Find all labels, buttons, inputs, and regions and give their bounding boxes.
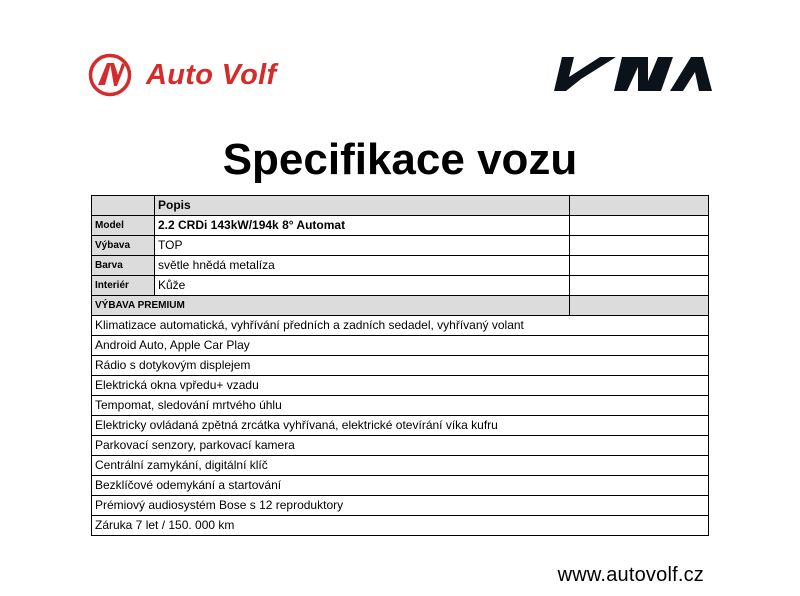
feature-row [92, 456, 709, 476]
row-extra [570, 256, 709, 276]
feature-row [92, 476, 709, 496]
feature-cell: Elektrická okna vpředu+ vzadu [92, 376, 709, 396]
feature-row [92, 436, 709, 456]
auto-volf-logo [88, 52, 276, 98]
row-label: Model [92, 216, 155, 236]
spec-row-model [92, 216, 709, 236]
auto-volf-logo-icon [88, 53, 132, 97]
feature-row [92, 396, 709, 416]
feature-cell: Android Auto, Apple Car Play [92, 336, 709, 356]
row-label: Interiér [92, 276, 155, 296]
header-extra-cell [570, 196, 709, 216]
row-value: Kůže [155, 276, 570, 296]
header-label-cell [92, 196, 155, 216]
kia-logo [552, 54, 714, 94]
feature-cell: Parkovací senzory, parkovací kamera [92, 436, 709, 456]
row-label: Výbava [92, 236, 155, 256]
feature-row [92, 316, 709, 336]
kia-logo-icon [552, 54, 714, 94]
spec-row-barva [92, 256, 709, 276]
row-value: TOP [155, 236, 570, 256]
feature-row [92, 496, 709, 516]
feature-cell: Tempomat, sledování mrtvého úhlu [92, 396, 709, 416]
row-extra [570, 216, 709, 236]
feature-cell: Prémiový audiosystém Bose s 12 reproduktory [92, 496, 709, 516]
feature-cell: Centrální zamykání, digitální klíč [92, 456, 709, 476]
page-title: Specifikace vozu [222, 135, 578, 184]
section-extra-cell [570, 296, 709, 316]
feature-row [92, 336, 709, 356]
row-value: 2.2 CRDi 143kW/194k 8° Automat [155, 216, 570, 236]
row-extra [570, 236, 709, 256]
header-value-cell: Popis [155, 196, 570, 216]
feature-cell: Záruka 7 let / 150. 000 km [92, 516, 709, 536]
spec-table [91, 195, 709, 536]
row-label: Barva [92, 256, 155, 276]
feature-row [92, 516, 709, 536]
feature-cell: Elektricky ovládaná zpětná zrcátka vyhřívaná, elektrické otevírání víka kufru [92, 416, 709, 436]
spec-row-interier [92, 276, 709, 296]
section-label: VÝBAVA PREMIUM [92, 296, 570, 316]
feature-cell: Klimatizace automatická, vyhřívání předních a zadních sedadel, vyhřívaný volant [92, 316, 709, 336]
spec-row-vybava [92, 236, 709, 256]
feature-row [92, 416, 709, 436]
feature-cell: Bezklíčové odemykání a startování [92, 476, 709, 496]
website-url: www.autovolf.cz [557, 564, 704, 586]
feature-row [92, 356, 709, 376]
row-value: světle hnědá metalíza [155, 256, 570, 276]
feature-cell: Rádio s dotykovým displejem [92, 356, 709, 376]
feature-row [92, 376, 709, 396]
spec-table-header-row [92, 196, 709, 216]
auto-volf-brand-text: Auto Volf [146, 58, 277, 91]
row-extra [570, 276, 709, 296]
section-row-vybava-premium [92, 296, 709, 316]
